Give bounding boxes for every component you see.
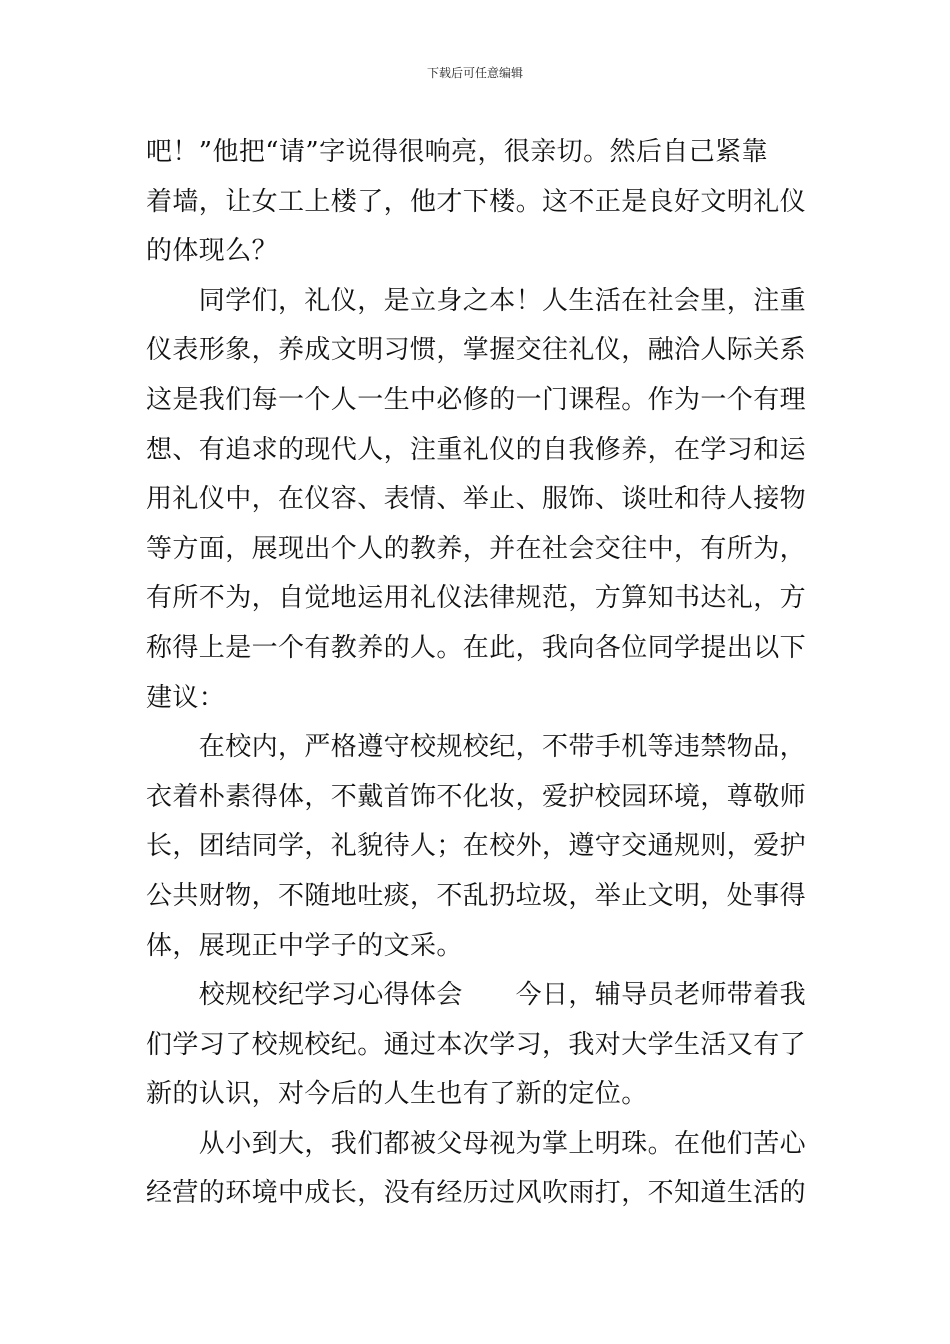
text-line: 建议： <box>146 682 226 713</box>
document-body <box>146 128 818 1219</box>
text-line: 们学习了校规校纪。通过本次学习，我对大学生活又有了 <box>146 1029 807 1060</box>
text-line: 称得上是一个有教养的人。在此，我向各位同学提出以下 <box>146 632 807 663</box>
text-line: 长，团结同学，礼貌待人；在校外，遵守交通规则，爱护 <box>146 831 807 862</box>
text-line: 经营的环境中成长，没有经历过风吹雨打，不知道生活的 <box>146 1178 807 1209</box>
text-line: 吧！”他把“请”字说得很响亮，很亲切。然后自己紧靠 <box>146 137 768 167</box>
text-line: 着墙，让女工上楼了，他才下楼。这不正是良好文明礼仪 <box>146 186 807 217</box>
text-line: 从小到大，我们都被父母视为掌上明珠。在他们苦心 <box>146 1128 807 1159</box>
text-line: 衣着朴素得体，不戴首饰不化妆，爱护校园环境，尊敬师 <box>146 781 807 812</box>
text-line: 仪表形象，养成文明习惯，掌握交往礼仪，融洽人际关系 <box>146 335 807 366</box>
text-line: 校规校纪学习心得体会 今日，辅导员老师带着我 <box>146 980 807 1011</box>
text-line: 在校内，严格遵守校规校纪，不带手机等违禁物品， <box>146 732 807 763</box>
text-line: 有所不为，自觉地运用礼仪法律规范，方算知书达礼，方 <box>146 583 807 614</box>
text-line: 想、有追求的现代人，注重礼仪的自我修养，在学习和运 <box>146 434 807 465</box>
text-line: 用礼仪中，在仪容、表情、举止、服饰、谈吐和待人接物 <box>146 484 807 515</box>
text-line: 新的认识，对今后的人生也有了新的定位。 <box>146 1079 648 1110</box>
page-header-note: 下载后可任意编辑 <box>426 66 523 80</box>
text-line: 同学们，礼仪，是立身之本！人生活在社会里，注重 <box>146 285 807 316</box>
text-line: 等方面，展现出个人的教养，并在社会交往中，有所为， <box>146 533 807 564</box>
text-line: 这是我们每一个人一生中必修的一门课程。作为一个有理 <box>146 384 807 415</box>
text-line: 公共财物，不随地吐痰，不乱扔垃圾，举止文明，处事得 <box>146 880 807 911</box>
text-line: 的体现么？ <box>146 236 279 267</box>
text-line: 体，展现正中学子的文采。 <box>146 930 463 961</box>
